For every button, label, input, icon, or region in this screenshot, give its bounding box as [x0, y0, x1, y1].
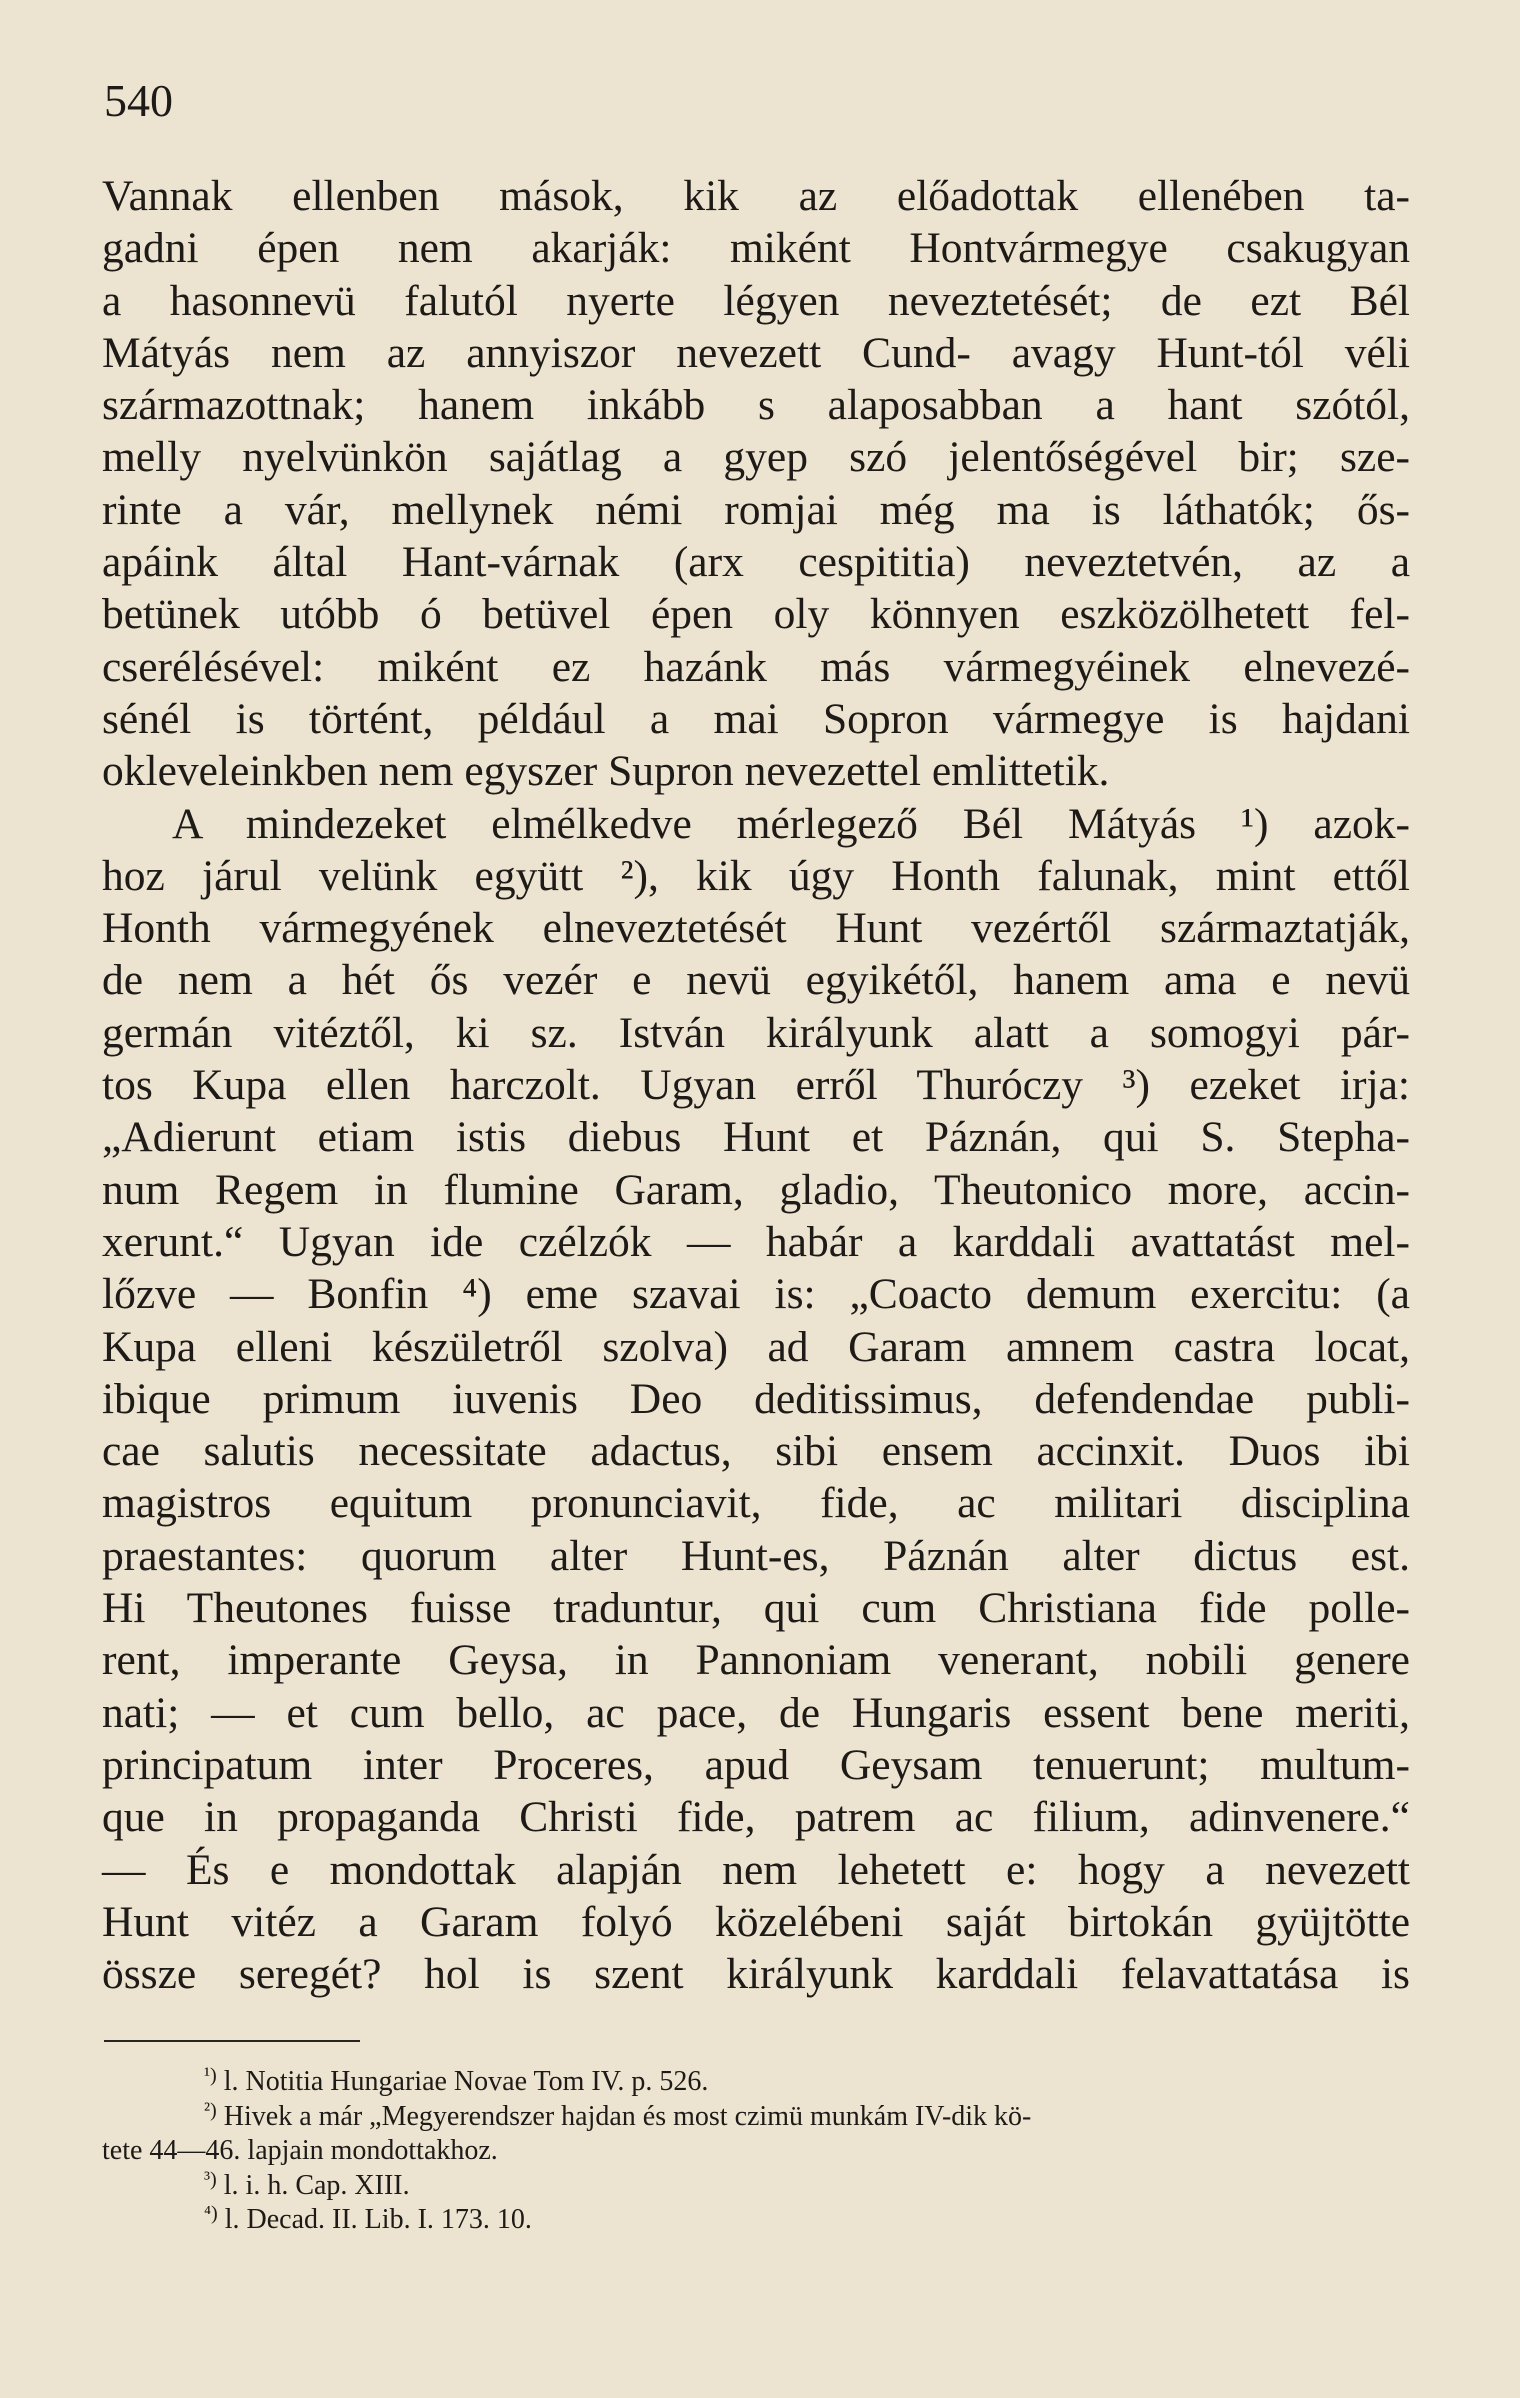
footnote-text: tete 44—46. lapjain mondottakhoz.	[102, 2135, 498, 2167]
text-line: cae salutis necessitate adactus, sibi ensem accinxit. Duos ibi	[102, 1427, 1410, 1476]
text-line: gadni épen nem akarják: miként Hontvármegye csakugyan	[102, 224, 1410, 273]
text-line: — És e mondottak alapján nem lehetett e: hogy a nevezett	[102, 1845, 1410, 1894]
text-line: származottnak; hanem inkább s alaposabban a hant szótól,	[102, 381, 1410, 430]
text-line: „Adierunt etiam istis diebus Hunt et Páznán, qui S. Stepha-	[102, 1113, 1410, 1162]
text-line: num Regem in flumine Garam, gladio, Theutonico more, accin-	[102, 1165, 1410, 1214]
footnote-text: l. Decad. II. Lib. I. 173. 10.	[224, 2204, 532, 2236]
footnote-mark: ¹)	[204, 2064, 217, 2087]
text-line: ibique primum iuvenis Deo deditissimus, defendendae publi-	[102, 1374, 1410, 1423]
footnote-mark: ²)	[204, 2099, 217, 2122]
text-line: principatum inter Proceres, apud Geysam tenuerunt; multum-	[102, 1740, 1410, 1789]
footnote	[102, 2134, 1410, 2169]
footnote	[102, 2169, 1410, 2204]
text-line: praestantes: quorum alter Hunt-es, Páznán alter dictus est.	[102, 1531, 1410, 1580]
text-line: lőzve — Bonfin ⁴) eme szavai is: „Coacto demum exercitu: (a	[102, 1270, 1410, 1319]
text-line: Kupa elleni készületről szolva) ad Garam amnem castra locat,	[102, 1322, 1410, 1371]
footnote	[102, 2203, 1410, 2238]
text-line: okleveleinkben nem egyszer Supron nevezettel emlittetik.	[102, 747, 1110, 796]
footnote	[102, 2065, 1410, 2100]
text-line: Honth vármegyének elneveztetését Hunt vezértől származtatják,	[102, 904, 1410, 953]
footnote	[102, 2100, 1410, 2135]
text-line: que in propaganda Christi fide, patrem ac filium, adinvenere.“	[102, 1793, 1410, 1842]
text-line: xerunt.“ Ugyan ide czélzók — habár a karddali avattatást mel-	[102, 1217, 1410, 1266]
text-line: Hi Theutones fuisse traduntur, qui cum Christiana fide polle-	[102, 1584, 1410, 1633]
text-line: magistros equitum pronunciavit, fide, ac militari disciplina	[102, 1479, 1410, 1528]
text-line: apáink által Hant-várnak (arx cespititia) neveztetvén, az a	[102, 538, 1410, 587]
footnote-mark: ³)	[204, 2168, 217, 2191]
page-number: 540	[104, 75, 173, 126]
text-line: de nem a hét ős vezér e nevü egyikétől, hanem ama e nevü	[102, 956, 1410, 1005]
text-line: rinte a vár, mellynek némi romjai még ma is láthatók; ős-	[102, 485, 1410, 534]
text-line: nati; — et cum bello, ac pace, de Hungaris essent bene meriti,	[102, 1688, 1410, 1737]
footnote-mark: ⁴)	[204, 2202, 218, 2225]
text-line: germán vitéztől, ki sz. István királyunk alatt a somogyi pár-	[102, 1008, 1410, 1057]
text-line: Mátyás nem az annyiszor nevezett Cund- avagy Hunt-tól véli	[102, 328, 1410, 377]
text-line: betünek utóbb ó betüvel épen oly könnyen eszközölhetett fel-	[102, 590, 1410, 639]
footnote-divider	[104, 2040, 360, 2042]
text-line: össze seregét? hol is szent királyunk karddali felavattatása is	[102, 1950, 1410, 1999]
footnote-text: l. Notitia Hungariae Novae Tom IV. p. 526.	[223, 2066, 709, 2097]
footnotes	[102, 2065, 1410, 2238]
text-line: Hunt vitéz a Garam folyó közelébeni saját birtokán gyüjtötte	[102, 1897, 1410, 1946]
text-line: sénél is történt, például a mai Sopron vármegye is hajdani	[102, 694, 1410, 743]
text-line: hoz járul velünk együtt ²), kik úgy Honth falunak, mint ettől	[102, 851, 1410, 900]
text-line: A mindezeket elmélkedve mérlegező Bél Mátyás ¹) azok-	[172, 799, 1410, 848]
footnote-text: Hivek a már „Megyerendszer hajdan és most czimü munkám IV-dik kö-	[223, 2100, 1032, 2132]
text-line: a hasonnevü falutól nyerte légyen neveztetését; de ezt Bél	[102, 276, 1410, 325]
text-line: Vannak ellenben mások, kik az előadottak ellenében ta-	[102, 172, 1410, 220]
text-line: melly nyelvünkön sajátlag a gyep szó jelentőségével bir; sze-	[102, 433, 1410, 482]
footnote-text: l. i. h. Cap. XIII.	[223, 2169, 410, 2201]
text-line: tos Kupa ellen harczolt. Ugyan erről Thuróczy ³) ezeket irja:	[102, 1061, 1410, 1110]
body-text	[102, 170, 1410, 2000]
text-line: rent, imperante Geysa, in Pannoniam venerant, nobili genere	[102, 1636, 1410, 1685]
text-line: cserélésével: miként ez hazánk más vármegyéinek elnevezé-	[102, 642, 1410, 691]
